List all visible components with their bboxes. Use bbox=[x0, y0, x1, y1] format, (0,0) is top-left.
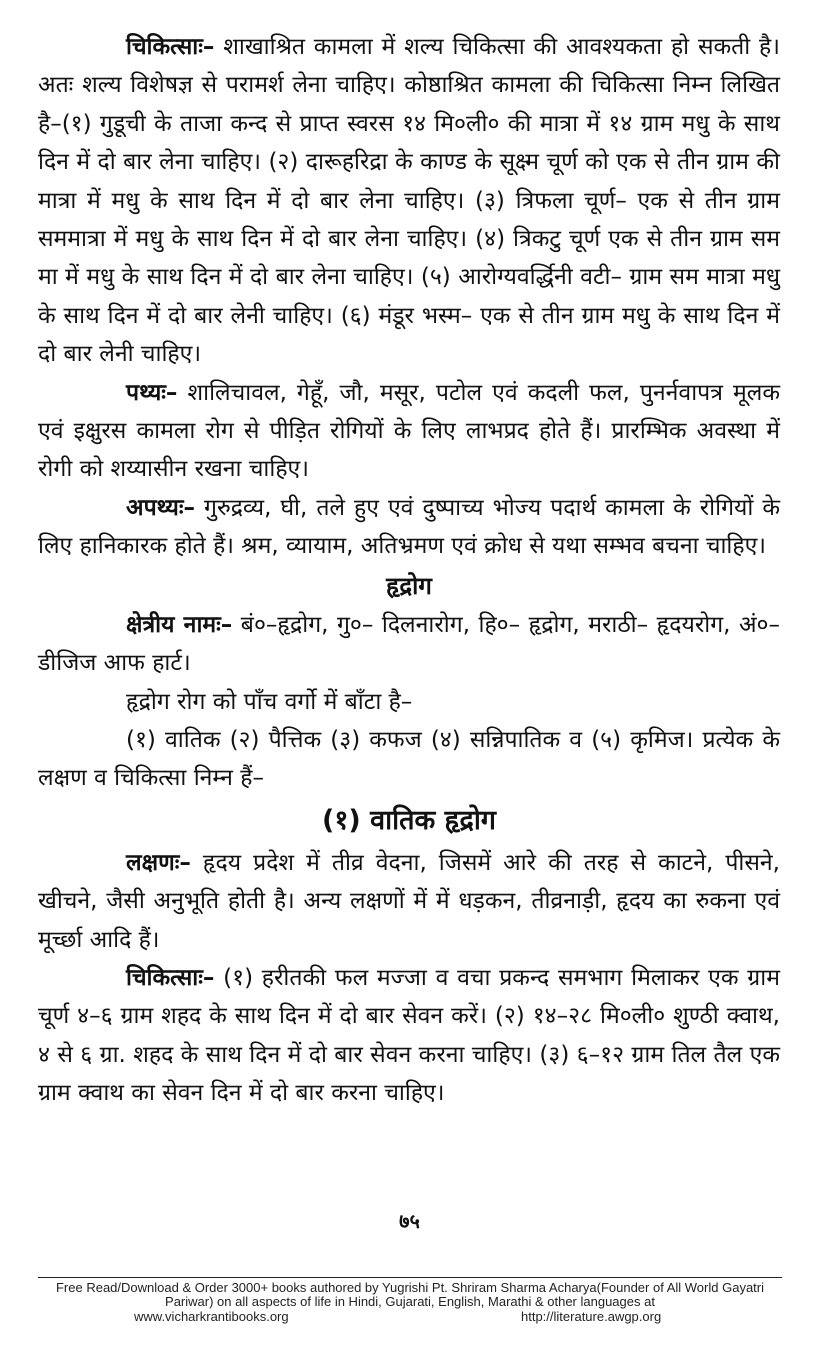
paragraph-label: चिकित्साः– bbox=[126, 34, 215, 60]
diet-paragraph bbox=[38, 374, 780, 489]
classification-types: (१) वातिक (२) पैत्तिक (३) कफज (४) सन्निपातिक व (५) कृमिज। प्रत्येक के लक्षण व चिकित्सा निम्न हैं– bbox=[38, 726, 780, 792]
paragraph-text: शाखाश्रित कामला में शल्य चिकित्सा की आवश्यकता हो सकती है। अतः शल्य विशेषज्ञ से परामर्श लेना चाहिए। कोष्ठाश्रित कामला की चिकित्सा निम्न लिखित है–(१) गुडूची के ताजा कन्द से प्राप्त स्वरस १४ मि०ली० की मात्रा में १४ ग्राम मधु के साथ दिन में दो बार लेना चाहिए। (२) दारूहरिद्रा के काण्ड के सूक्ष्म चूर्ण को एक से तीन ग्राम की मात्रा में मधु के साथ दिन में दो बार लेना चाहिए। (३) त्रिफला चूर्ण– एक से तीन ग्राम सममात्रा में मधु के साथ दिन में दो बार लेना चाहिए। (४) त्रिकटु चूर्ण एक से तीन ग्राम सम मा में मधु के साथ दिन में दो बार लेना चाहिए। (५) आरोग्यवर्द्धिनी वटी– ग्राम सम मात्रा मधु के साथ दिन में दो बार लेनी चाहिए। (६) मंडूर भस्म– एक से तीन ग्राम मधु के साथ दिन में दो बार लेनी चाहिए। bbox=[38, 34, 780, 368]
classification-intro: हृद्रोग रोग को पाँच वर्गो में बाँटा है– bbox=[126, 688, 413, 715]
page-content bbox=[38, 28, 780, 1113]
paragraph-label: लक्षणः– bbox=[126, 849, 191, 876]
paragraph-label: पथ्यः– bbox=[126, 379, 178, 406]
footer-links bbox=[38, 1309, 782, 1324]
treatment-paragraph bbox=[38, 28, 780, 374]
section-heading: हृद्रोग bbox=[386, 571, 432, 600]
symptoms-paragraph bbox=[38, 844, 780, 959]
paragraph-text: बं०–हृद्रोग, गु०– दिलनारोग, हि०– हृद्रोग, मराठी– हृदयरोग, अं०– डीजिज आफ हार्ट। bbox=[38, 611, 780, 677]
paragraph-text: शालिचावल, गेहूँ, जौ, मसूर, पटोल एवं कदली फल, पुनर्नवापत्र मूलक एवं इक्षुरस कामला रोग से पीड़ित रोगियों के लिए लाभप्रद होते हैं। प्रारम्भिक अवस्था में रोगी को शय्यासीन रखना चाहिए। bbox=[38, 379, 780, 483]
footer-link-awgp[interactable]: http://literature.awgp.org bbox=[521, 1309, 662, 1324]
paragraph-label: अपथ्यः– bbox=[126, 494, 195, 521]
paragraph-text: हृदय प्रदेश में तीव्र वेदना, जिसमें आरे की तरह से काटने, पीसने, खीचने, जैसी अनुभूति होती है। अन्य लक्षणों में में धड़कन, तीव्रनाड़ी, हृदय का रुकना एवं मूर्च्छा आदि हैं। bbox=[38, 849, 780, 953]
paragraph-label: क्षेत्रीय नामः– bbox=[126, 611, 233, 638]
paragraph-text: (१) हरीतकी फल मज्जा व वचा प्रकन्द समभाग मिलाकर एक ग्राम चूर्ण ४–६ ग्राम शहद के साथ दिन में दो बार सेवन करें। (२) १४–२८ मि०ली० शुण्ठी क्वाथ, ४ से ६ ग्रा. शहद के साथ दिन में दो बार सेवन करना चाहिए। (३) ६–१२ ग्राम तिल तैल एक ग्राम क्वाथ का सेवन दिन में दो बार करना चाहिए। bbox=[38, 964, 780, 1107]
paragraph-label: चिकित्साः– bbox=[126, 964, 215, 991]
footer-text: Free Read/Download & Order 3000+ books authored by Yugrishi Pt. Shriram Sharma Acharya(Founder of All World Gayatri Pariwar) on all aspects of life in Hindi, Gujarati, English, Marathi & other languages at bbox=[55, 1280, 765, 1309]
subsection-treatment-paragraph bbox=[38, 959, 780, 1113]
paragraph-text: गुरुद्रव्य, घी, तले हुए एवं दुष्पाच्य भोज्य पदार्थ कामला के रोगियों के लिए हानिकारक होते हैं। श्रम, व्यायाम, अतिभ्रमण एवं क्रोध से यथा सम्भव बचना चाहिए। bbox=[38, 494, 780, 560]
footer bbox=[38, 1277, 782, 1324]
subsection-heading: (१) वातिक हृद्रोग bbox=[321, 804, 497, 836]
footer-link-vicharkranti[interactable]: www.vicharkrantibooks.org bbox=[134, 1309, 289, 1324]
page-number: ७५ bbox=[399, 1209, 420, 1233]
avoid-paragraph bbox=[38, 489, 780, 566]
regional-names-paragraph bbox=[38, 606, 780, 683]
